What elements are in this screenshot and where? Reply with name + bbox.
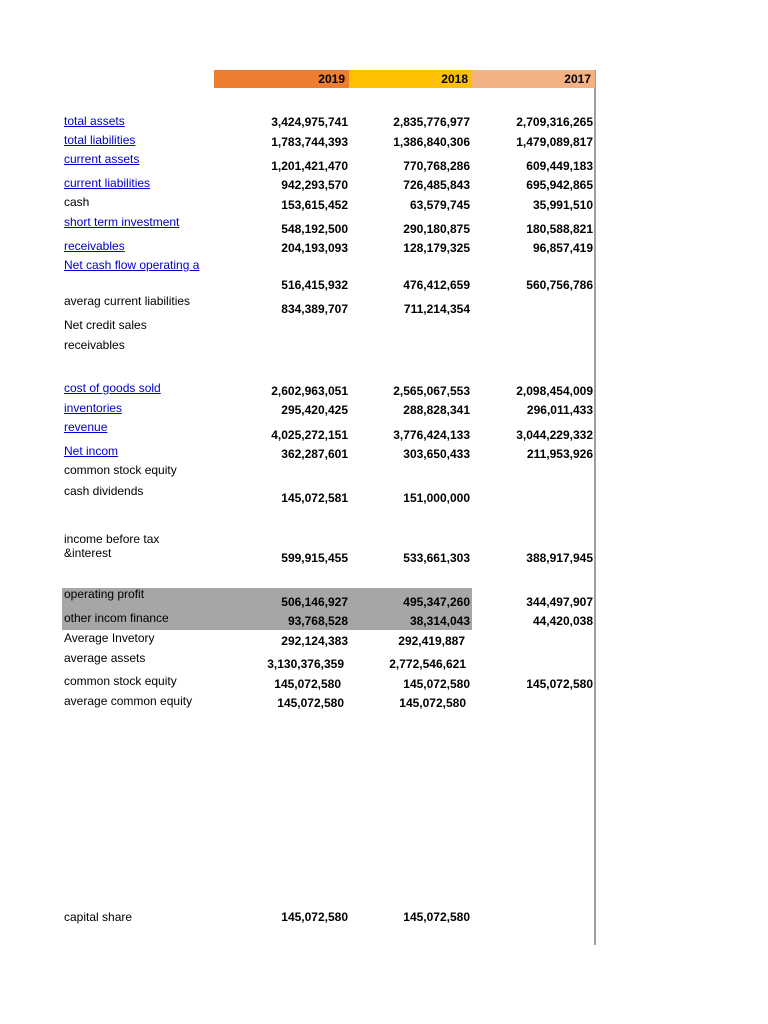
label-cash: cash	[64, 195, 90, 209]
cell-value: 344,497,907	[526, 595, 593, 609]
cell-value: 495,347,260	[403, 595, 470, 609]
cell-value: 3,776,424,133	[393, 428, 470, 442]
column-border	[594, 70, 596, 945]
label-avg-current-liabilities: averag current liabilities	[64, 294, 191, 308]
cell-value: 516,415,932	[281, 278, 348, 292]
label-net-income[interactable]: Net incom	[64, 444, 119, 458]
cell-value: 296,011,433	[526, 403, 593, 417]
cell-value: 211,953,926	[526, 447, 593, 461]
cell-value: 153,615,452	[281, 198, 348, 212]
cell-value: 145,072,580	[281, 910, 348, 924]
cell-value: 3,044,229,332	[516, 428, 593, 442]
cell-value: 145,072,580	[526, 677, 593, 691]
cell-value: 599,915,455	[281, 551, 348, 565]
header-2019: 2019	[214, 70, 349, 88]
cell-value: 295,420,425	[281, 403, 348, 417]
label-inventories[interactable]: inventories	[64, 401, 123, 415]
label-total-liabilities[interactable]: total liabilities	[64, 133, 136, 147]
label-average-inventory: Average Invetory	[64, 631, 155, 645]
cell-value: 35,991,510	[532, 198, 593, 212]
label-other-income-finance: other incom finance	[64, 611, 169, 625]
cell-value: 560,756,786	[526, 278, 593, 292]
label-revenue[interactable]: revenue	[64, 420, 108, 434]
label-income-before-tax: income before tax &interest	[64, 532, 160, 560]
header-2018: 2018	[349, 70, 472, 88]
cell-value: 96,857,419	[532, 241, 593, 255]
label-common-stock-equity: common stock equity	[64, 463, 177, 477]
cell-value: 362,287,601	[281, 447, 348, 461]
cell-value: 145,072,580	[277, 696, 344, 710]
cell-value: 476,412,659	[403, 278, 470, 292]
cell-value: 1,201,421,470	[271, 159, 348, 173]
cell-value: 145,072,580	[274, 677, 341, 691]
cell-value: 292,419,887	[398, 634, 465, 648]
label-net-cash-flow[interactable]: Net cash flow operating a	[64, 258, 200, 272]
cell-value: 1,479,089,817	[516, 135, 593, 149]
cell-value: 93,768,528	[287, 614, 348, 628]
cell-value: 3,130,376,359	[267, 657, 344, 671]
cell-value: 770,768,286	[403, 159, 470, 173]
cell-value: 3,424,975,741	[271, 115, 348, 129]
label-receivables-2: receivables	[64, 338, 125, 352]
label-cash-dividends: cash dividends	[64, 484, 144, 498]
cell-value: 290,180,875	[403, 222, 470, 236]
label-cogs[interactable]: cost of goods sold	[64, 381, 161, 395]
cell-value: 942,293,570	[281, 178, 348, 192]
cell-value: 506,146,927	[281, 595, 348, 609]
label-receivables[interactable]: receivables	[64, 239, 125, 253]
label-total-assets[interactable]: total assets	[64, 114, 125, 128]
cell-value: 44,420,038	[532, 614, 593, 628]
label-current-liabilities[interactable]: current liabilities	[64, 176, 151, 190]
cell-value: 726,485,843	[403, 178, 470, 192]
cell-value: 2,602,963,051	[271, 384, 348, 398]
cell-value: 2,772,546,621	[389, 657, 466, 671]
cell-value: 180,588,821	[526, 222, 593, 236]
cell-value: 533,661,303	[403, 551, 470, 565]
cell-value: 145,072,580	[403, 677, 470, 691]
cell-value: 128,179,325	[403, 241, 470, 255]
label-common-stock-equity-2: common stock equity	[64, 674, 177, 688]
cell-value: 204,193,093	[281, 241, 348, 255]
label-short-term-investment[interactable]: short term investment	[64, 215, 180, 229]
cell-value: 711,214,354	[403, 302, 470, 316]
cell-value: 1,386,840,306	[393, 135, 470, 149]
cell-value: 145,072,581	[281, 491, 348, 505]
cell-value: 145,072,580	[399, 696, 466, 710]
cell-value: 695,942,865	[526, 178, 593, 192]
cell-value: 834,389,707	[281, 302, 348, 316]
cell-value: 609,449,183	[526, 159, 593, 173]
header-2017: 2017	[472, 70, 595, 88]
label-net-credit-sales: Net credit sales	[64, 318, 147, 332]
cell-value: 145,072,580	[403, 910, 470, 924]
cell-value: 4,025,272,151	[271, 428, 348, 442]
label-average-common-equity: average common equity	[64, 694, 193, 708]
cell-value: 63,579,745	[409, 198, 470, 212]
cell-value: 1,783,744,393	[271, 135, 348, 149]
cell-value: 2,098,454,009	[516, 384, 593, 398]
cell-value: 548,192,500	[281, 222, 348, 236]
cell-value: 2,835,776,977	[393, 115, 470, 129]
cell-value: 303,650,433	[403, 447, 470, 461]
label-operating-profit: operating profit	[64, 587, 145, 601]
cell-value: 38,314,043	[409, 614, 470, 628]
cell-value: 2,565,067,553	[393, 384, 470, 398]
label-average-assets: average assets	[64, 651, 146, 665]
label-current-assets[interactable]: current assets	[64, 152, 140, 166]
label-capital-share: capital share	[64, 910, 133, 924]
cell-value: 388,917,945	[526, 551, 593, 565]
cell-value: 288,828,341	[403, 403, 470, 417]
cell-value: 2,709,316,265	[516, 115, 593, 129]
cell-value: 151,000,000	[403, 491, 470, 505]
cell-value: 292,124,383	[281, 634, 348, 648]
